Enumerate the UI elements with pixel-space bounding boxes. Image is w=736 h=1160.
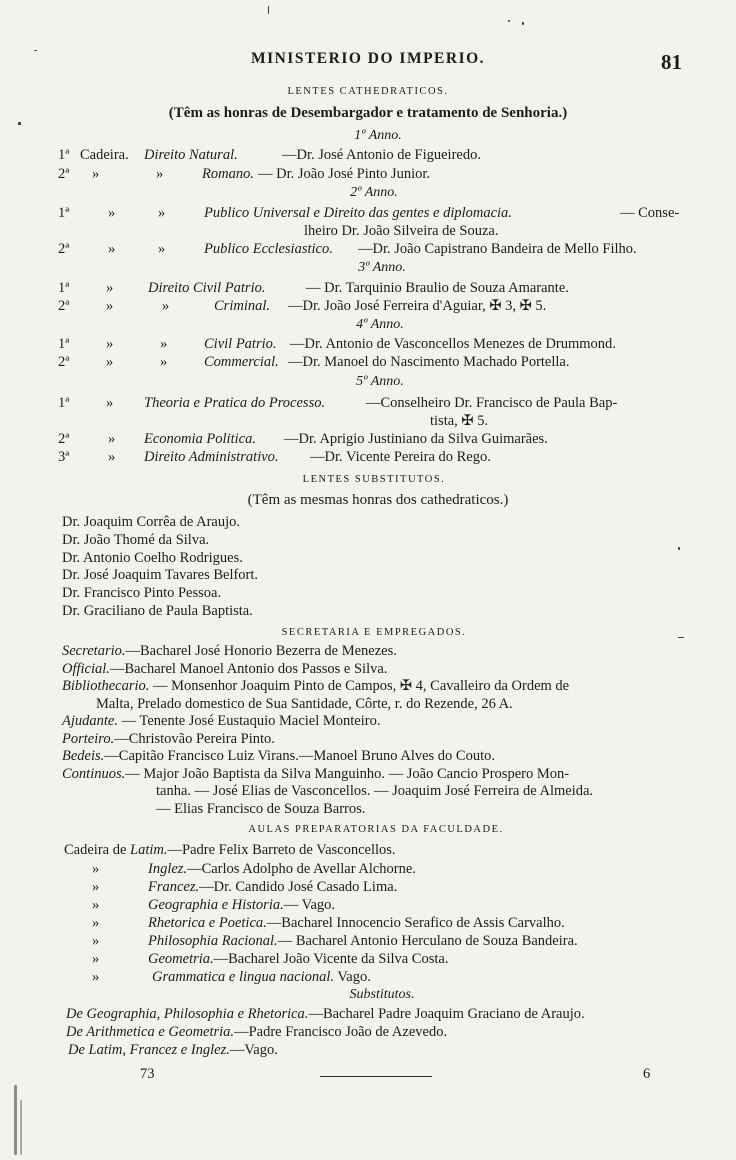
professor: —Dr. João José Ferreira d'Aguiar, ✠ 3, ✠ 5. — [288, 298, 547, 314]
ditto-mark: » — [92, 951, 100, 967]
staff-name: —Christovão Pereira Pinto. — [114, 731, 275, 747]
subject: Criminal. — [214, 298, 270, 314]
section-heading-substitutos: LENTES SUBSTITUTOS. — [302, 474, 446, 485]
aula-entry — [148, 861, 416, 878]
role: Bibliothecario. — [62, 678, 150, 694]
professor: — Dr. Tarquinio Braulio de Souza Amarante. — [306, 280, 569, 296]
staff-row-porteiro — [62, 731, 275, 748]
teacher: — Bacharel Antonio Herculano de Souza Bandeira. — [277, 933, 578, 949]
staff-row-official — [62, 661, 387, 678]
ditto-mark: » — [160, 336, 168, 352]
staff-continuation: — Elias Francisco de Souza Barros. — [156, 801, 366, 817]
page-title: MINISTERIO DO IMPERIO. — [250, 50, 486, 67]
ditto-mark: » — [158, 205, 166, 221]
teacher: —Bacharel João Vicente da Silva Costa. — [213, 951, 449, 967]
aula-substituto-row — [66, 1024, 447, 1041]
professor: —Dr. João Capistrano Bandeira de Mello Filho. — [358, 241, 637, 257]
section-heading-aulas: AULAS PREPARATORIAS DA FACULDADE. — [248, 824, 504, 835]
ditto-mark: » — [108, 241, 116, 257]
anno-1: 1º Anno. — [354, 128, 402, 143]
ditto-mark: » — [158, 241, 166, 257]
subject: Theoria e Pratica do Processo. — [144, 395, 326, 411]
aula-entry — [148, 915, 565, 932]
subject: Philosophia Racional. — [148, 933, 278, 949]
staff-continuation: tanha. — José Elias de Vasconcellos. — Joaquim José Ferreira de Almeida. — [156, 783, 594, 799]
cadeira-label: Cadeira. — [80, 147, 129, 163]
ordinal: 1ª — [58, 280, 70, 296]
section-heading-lentes: LENTES CATHEDRATICOS. — [287, 86, 449, 97]
subject: Grammatica e lingua nacional. — [152, 969, 335, 985]
ditto-mark: » — [92, 897, 100, 913]
ditto-mark: » — [92, 166, 100, 182]
scan-speck — [268, 6, 269, 14]
subject: Geometria. — [148, 951, 214, 967]
teacher: —Padre Francisco João de Azevedo. — [234, 1024, 448, 1040]
ditto-mark: » — [106, 354, 114, 370]
footer-signature-right: 6 — [643, 1066, 651, 1082]
lentes-honors: (Têm as honras de Desembargador e tratamento de Senhoria.) — [168, 105, 568, 121]
teacher: Vago. — [334, 969, 371, 985]
aula-substituto-row — [68, 1042, 278, 1059]
ordinal: 1ª — [58, 205, 70, 221]
professor: —Dr. Manoel do Nascimento Machado Portella. — [288, 354, 570, 370]
teacher: —Padre Felix Barreto de Vasconcellos. — [167, 842, 396, 858]
anno-3: 3º Anno. — [358, 260, 406, 275]
subject: Civil Patrio. — [204, 336, 277, 352]
ditto-mark: » — [108, 205, 116, 221]
subject: Direito Administrativo. — [144, 449, 279, 465]
teacher: —Dr. Candido José Casado Lima. — [199, 879, 398, 895]
role: Official. — [62, 661, 110, 677]
subject: Publico Ecclesiastico. — [204, 241, 333, 257]
aula-entry — [148, 879, 397, 896]
subject: Commercial. — [204, 354, 279, 370]
ordinal: 2ª — [58, 354, 70, 370]
subject: De Latim, Francez e Inglez. — [68, 1042, 230, 1058]
staff-row-continuos — [62, 766, 569, 783]
substituto-name: Dr. José Joaquim Tavares Belfort. — [62, 567, 259, 583]
aula-entry — [148, 951, 448, 968]
subject: De Geographia, Philosophia e Rhetorica. — [66, 1006, 309, 1022]
scan-speck — [522, 22, 524, 25]
professor: —Dr. Aprigio Justiniano da Silva Guimarães. — [284, 431, 548, 447]
scan-speck — [508, 20, 510, 22]
staff-name: —Capitão Francisco Luiz Virans.—Manoel Bruno Alves do Couto. — [104, 748, 495, 764]
ditto-mark: » — [92, 933, 100, 949]
scan-speck — [678, 547, 680, 550]
ditto-mark: » — [106, 280, 114, 296]
section-heading-secretaria: SECRETARIA E EMPREGADOS. — [281, 627, 467, 638]
teacher: —Bacharel Innocencio Serafico de Assis Carvalho. — [266, 915, 565, 931]
role: Porteiro. — [62, 731, 115, 747]
aula-entry — [148, 897, 335, 914]
ordinal: 2ª — [58, 241, 70, 257]
subject: Latim. — [130, 842, 168, 858]
ditto-mark: » — [108, 449, 116, 465]
aula-row — [64, 842, 396, 859]
staff-row-bedeis — [62, 748, 495, 765]
ditto-mark: » — [156, 166, 164, 182]
anno-4: 4º Anno. — [356, 317, 404, 332]
ordinal: 2ª — [58, 166, 70, 182]
ordinal: 2ª — [58, 298, 70, 314]
ditto-mark: » — [106, 395, 114, 411]
professor: —Dr. Vicente Pereira do Rego. — [310, 449, 491, 465]
scan-speck — [18, 122, 21, 125]
ordinal: 1ª — [58, 336, 70, 352]
subject: Romano. — [202, 166, 254, 182]
ditto-mark: » — [92, 861, 100, 877]
substituto-name: Dr. Antonio Coelho Rodrigues. — [62, 550, 243, 566]
teacher: —Vago. — [229, 1042, 278, 1058]
staff-name: — Tenente José Eustaquio Maciel Monteiro. — [117, 713, 381, 729]
professor: —Dr. Antonio de Vasconcellos Menezes de Drummond. — [290, 336, 616, 352]
subject: Direito Natural. — [144, 147, 238, 163]
scan-speck — [678, 637, 684, 638]
scan-margin-mark — [14, 1085, 17, 1155]
subject: Publico Universal e Direito das gentes e diplomacia. — [204, 205, 512, 221]
professor: —Conselheiro Dr. Francisco de Paula Bap- — [366, 395, 618, 411]
anno-2: 2º Anno. — [350, 185, 398, 200]
role: Ajudante. — [62, 713, 118, 729]
anno-5: 5º Anno. — [356, 374, 404, 389]
ditto-mark: » — [106, 336, 114, 352]
staff-row-ajudante — [62, 713, 380, 730]
ditto-mark: » — [92, 969, 100, 985]
substituto-name: Dr. Francisco Pinto Pessoa. — [62, 585, 222, 601]
footer-rule — [320, 1076, 432, 1077]
scan-speck — [34, 50, 37, 51]
ordinal: 1ª — [58, 395, 70, 411]
staff-continuation: Malta, Prelado domestico de Sua Santidade, Côrte, r. do Rezende, 26 A. — [96, 696, 513, 712]
aula-entry — [148, 933, 578, 950]
staff-name: — Monsenhor Joaquim Pinto de Campos, ✠ 4, Cavalleiro da Ordem de — [149, 678, 570, 694]
substituto-name: Dr. Graciliano de Paula Baptista. — [62, 603, 253, 619]
page-number: 81 — [661, 50, 682, 74]
scan-margin-mark — [20, 1100, 22, 1155]
professor-continuation: tista, ✠ 5. — [430, 413, 489, 429]
cadeira-label: Cadeira de — [64, 842, 127, 858]
subject: De Arithmetica e Geometria. — [66, 1024, 235, 1040]
ditto-mark: » — [106, 298, 114, 314]
ordinal: 1ª — [58, 147, 70, 163]
ditto-mark: » — [92, 879, 100, 895]
substitutos-honors: (Têm as mesmas honras dos cathedraticos.) — [247, 492, 509, 508]
ditto-mark: » — [92, 915, 100, 931]
teacher: —Carlos Adolpho de Avellar Alchorne. — [187, 861, 416, 877]
aula-substituto-row — [66, 1006, 585, 1023]
professor-continuation: lheiro Dr. João Silveira de Souza. — [304, 223, 499, 239]
staff-name: — Major João Baptista da Silva Manguinho. — João Cancio Prospero Mon- — [125, 766, 570, 782]
role: Continuos. — [62, 766, 126, 782]
teacher: — Vago. — [283, 897, 336, 913]
subject: Geographia e Historia. — [148, 897, 284, 913]
ditto-mark: » — [162, 298, 170, 314]
ordinal: 3ª — [58, 449, 70, 465]
aulas-substitutos-heading: Substitutos. — [349, 987, 415, 1002]
ordinal: 2ª — [58, 431, 70, 447]
subject: Inglez. — [148, 861, 188, 877]
ditto-mark: » — [108, 431, 116, 447]
substituto-name: Dr. Joaquim Corrêa de Araujo. — [62, 514, 240, 530]
role: Bedeis. — [62, 748, 105, 764]
professor: — Dr. João José Pinto Junior. — [258, 166, 430, 182]
substituto-name: Dr. João Thomé da Silva. — [62, 532, 210, 548]
staff-name: —Bacharel José Honorio Bezerra de Menezes. — [125, 643, 397, 659]
staff-row-secretario — [62, 643, 397, 660]
staff-row-bibliothecario — [62, 678, 569, 695]
professor: —Dr. José Antonio de Figueiredo. — [282, 147, 481, 163]
professor: — Conse- — [620, 205, 680, 221]
subject: Direito Civil Patrio. — [148, 280, 266, 296]
role: Secretario. — [62, 643, 126, 659]
subject: Francez. — [148, 879, 200, 895]
subject: Economia Politica. — [144, 431, 256, 447]
aula-entry — [152, 969, 371, 986]
ditto-mark: » — [160, 354, 168, 370]
staff-name: —Bacharel Manoel Antonio dos Passos e Silva. — [109, 661, 388, 677]
footer-signature-left: 73 — [140, 1066, 155, 1082]
teacher: —Bacharel Padre Joaquim Graciano de Araujo. — [308, 1006, 585, 1022]
subject: Rhetorica e Poetica. — [148, 915, 267, 931]
